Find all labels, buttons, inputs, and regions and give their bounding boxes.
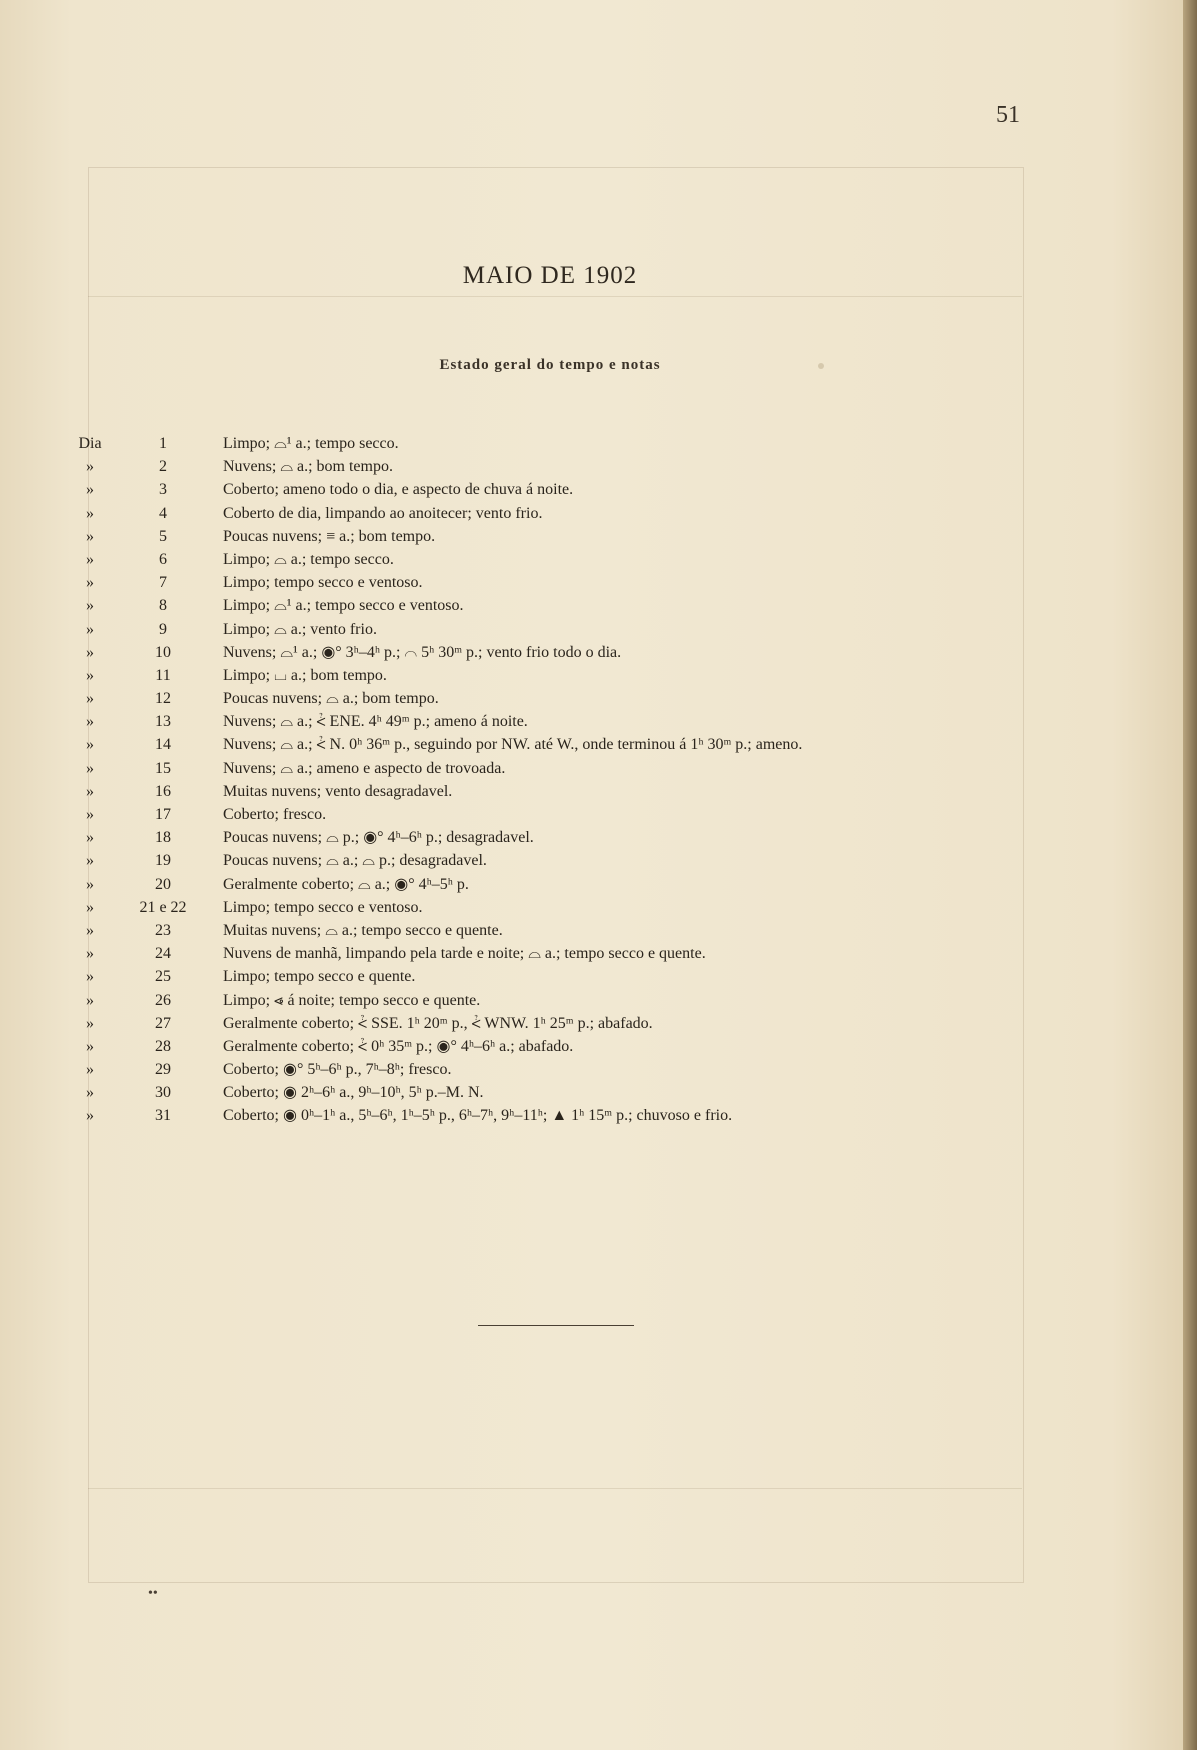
list-item [0,1081,1100,1104]
list-item [0,664,1100,687]
page-edge [1183,0,1197,1750]
show-through-line [88,296,1022,297]
ink-dot [818,363,824,369]
entry-label: » [86,458,94,476]
entry-day: 12 [155,690,171,708]
entry-label: » [86,1014,94,1032]
list-item [0,803,1100,826]
entry-text: Geralmente coberto; ⌓ a.; ◉° 4ʰ–5ʰ p. [223,875,469,893]
entry-label: » [86,620,94,638]
entry-label: » [86,550,94,568]
list-item [0,989,1100,1012]
entry-label: Dia [78,435,102,452]
entry-label: » [86,945,94,963]
list-item [0,548,1100,571]
entry-day: 23 [155,921,171,939]
entry-day: 28 [155,1037,171,1055]
entry-day: 15 [155,759,171,777]
entry-day: 8 [159,597,167,615]
entry-text: Poucas nuvens; ⌓ p.; ◉° 4ʰ–6ʰ p.; desagradavel. [223,829,534,847]
footer-marks: •• [148,1586,158,1601]
entry-label: » [86,829,94,847]
list-item [0,896,1100,919]
entry-day: 10 [155,643,171,661]
entry-label: » [86,782,94,800]
entry-label: » [86,690,94,708]
entry-day: 11 [155,666,171,684]
list-item [0,873,1100,896]
entry-label: » [86,1084,94,1102]
entry-label: » [86,852,94,870]
entry-text: Nuvens; ⌓ a.; ⩻ ENE. 4ʰ 49ᵐ p.; ameno á noite. [223,713,528,731]
entry-day: 14 [155,736,171,754]
list-item [0,571,1100,594]
list-item [0,710,1100,733]
entry-day: 6 [159,550,167,568]
list-item [0,618,1100,641]
list-item [0,432,1100,455]
entry-day: 9 [159,620,167,638]
entry-day: 25 [155,968,171,986]
entry-label: » [86,1037,94,1055]
entry-day: 26 [155,991,171,1009]
entry-text: Limpo; ⌴ a.; bom tempo. [223,666,387,684]
entry-day: 5 [159,527,167,545]
entry-label: » [86,921,94,939]
page-title: MAIO DE 1902 [462,262,638,289]
entry-text: Poucas nuvens; ⌓ a.; ⌓ p.; desagradavel. [223,852,487,870]
entry-day: 4 [159,504,167,522]
entry-label: » [86,666,94,684]
section-heading: Estado geral do tempo e notas [439,357,661,373]
entry-label: » [86,643,94,661]
list-item [0,757,1100,780]
entry-label: » [86,991,94,1009]
entry-text: Poucas nuvens; ⌓ a.; bom tempo. [223,690,439,708]
list-item [0,826,1100,849]
list-item [0,594,1100,617]
list-item [0,849,1100,872]
entry-day: 31 [155,1107,171,1125]
entry-text: Geralmente coberto; ⩻ 0ʰ 35ᵐ p.; ◉° 4ʰ–6ʰ a.; abafado. [223,1037,574,1055]
list-item [0,1058,1100,1081]
entry-text: Poucas nuvens; ≡ a.; bom tempo. [223,527,436,545]
entry-text: Coberto; ◉ 2ʰ–6ʰ a., 9ʰ–10ʰ, 5ʰ p.–M. N. [223,1084,484,1102]
entry-day: 17 [155,806,171,823]
entry-label: » [86,504,94,522]
entry-day: 20 [155,875,171,893]
entry-label: » [86,759,94,777]
entry-text: Limpo; ⌓¹ a.; tempo secco. [223,435,399,452]
entry-day: 2 [159,458,167,476]
entry-label: » [86,736,94,754]
entry-text: Limpo; ⌓¹ a.; tempo secco e ventoso. [223,597,464,615]
entry-text: Muitas nuvens; vento desagradavel. [223,782,453,800]
entry-text: Geralmente coberto; ⩻ SSE. 1ʰ 20ᵐ p., ⩻ WNW. 1ʰ 25ᵐ p.; abafado. [223,1014,653,1032]
entry-text: Nuvens; ⌓ a.; ⩻ N. 0ʰ 36ᵐ p., seguindo por NW. até W., onde terminou á 1ʰ 30ᵐ p.; ameno. [223,736,803,754]
entry-day: 16 [155,782,171,800]
list-item [0,919,1100,942]
entry-text: Limpo; ⌓ a.; vento frio. [223,620,377,638]
entry-label: » [86,713,94,731]
entry-day: 1 [159,435,167,452]
list-item [0,1035,1100,1058]
entry-day: 21 e 22 [139,898,187,916]
entry-day: 13 [155,713,171,731]
entry-label: » [86,1107,94,1125]
list-item [0,502,1100,525]
closing-rule [478,1325,634,1326]
entry-label: » [86,481,94,499]
entry-text: Nuvens de manhã, limpando pela tarde e noite; ⌓ a.; tempo secco e quente. [223,945,706,963]
entry-day: 18 [155,829,171,847]
entry-day: 3 [159,481,167,499]
entry-text: Limpo; tempo secco e ventoso. [223,898,423,916]
entry-day: 29 [155,1061,171,1079]
list-item [0,641,1100,664]
list-item [0,455,1100,478]
entry-day: 27 [155,1014,171,1032]
list-item [0,478,1100,501]
list-item [0,733,1100,756]
entry-text: Limpo; ⌓ a.; tempo secco. [223,550,394,568]
weather-notes-list [0,432,1100,1128]
entry-day: 7 [159,574,167,592]
entry-day: 30 [155,1084,171,1102]
entry-day: 19 [155,852,171,870]
entry-text: Coberto; ameno todo o dia, e aspecto de chuva á noite. [223,481,574,499]
entry-label: » [86,875,94,893]
entry-text: Nuvens; ⌓ a.; ameno e aspecto de trovoada. [223,759,506,777]
list-item [0,687,1100,710]
page-number: 51 [996,102,1020,128]
entry-label: » [86,574,94,592]
entry-text: Coberto; ◉° 5ʰ–6ʰ p., 7ʰ–8ʰ; fresco. [223,1061,452,1079]
entry-text: Nuvens; ⌓ a.; bom tempo. [223,458,393,476]
entry-text: Coberto; fresco. [223,806,327,823]
list-item [0,965,1100,988]
list-item [0,942,1100,965]
entry-text: Muitas nuvens; ⌓ a.; tempo secco e quente. [223,921,503,939]
list-item [0,1012,1100,1035]
entry-text: Limpo; ⩹ á noite; tempo secco e quente. [223,991,481,1009]
entry-label: » [86,597,94,615]
entry-text: Limpo; tempo secco e ventoso. [223,574,423,592]
entry-text: Coberto; ◉ 0ʰ–1ʰ a., 5ʰ–6ʰ, 1ʰ–5ʰ p., 6ʰ–7ʰ, 9ʰ–11ʰ; ▲ 1ʰ 15ᵐ p.; chuvoso e frio. [223,1107,733,1125]
entry-label: » [86,968,94,986]
list-item [0,1104,1100,1127]
entry-text: Coberto de dia, limpando ao anoitecer; vento frio. [223,504,543,522]
show-through-line [88,1488,1022,1489]
entry-label: » [86,1061,94,1079]
entry-label: » [86,806,94,823]
entry-text: Limpo; tempo secco e quente. [223,968,416,986]
list-item [0,525,1100,548]
list-item [0,780,1100,803]
entry-text: Nuvens; ⌓¹ a.; ◉° 3ʰ–4ʰ p.; ⌒ 5ʰ 30ᵐ p.; vento frio todo o dia. [223,643,622,661]
entry-label: » [86,527,94,545]
entry-day: 24 [155,945,171,963]
entry-label: » [86,898,94,916]
